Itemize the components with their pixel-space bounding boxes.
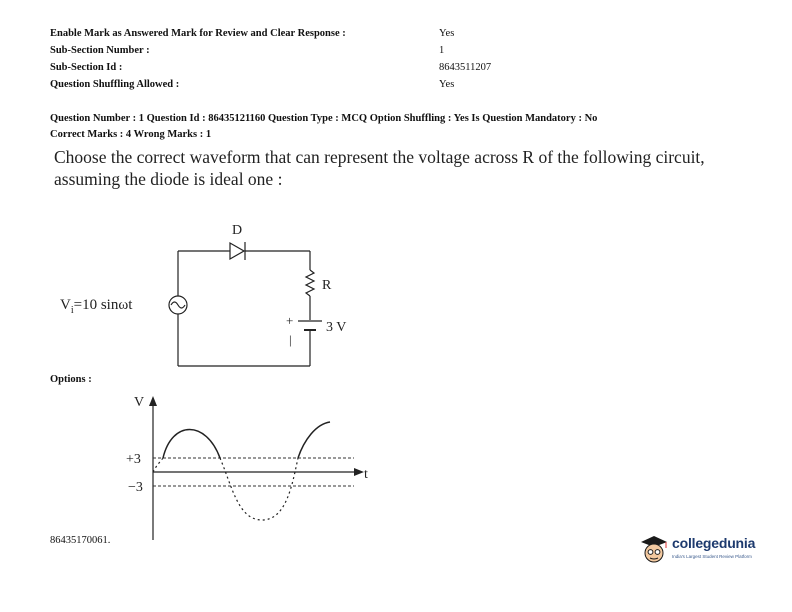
source-label: $V_i=10$ sinωt bbox=[60, 297, 133, 316]
waveform-solid-2 bbox=[298, 422, 330, 458]
tick-label-positive: +3 bbox=[126, 452, 141, 467]
question-text-line1: Choose the correct waveform that can represent the voltage across R of the following circuit, bbox=[54, 147, 705, 167]
meta-label-shuffling: Question Shuffling Allowed : bbox=[50, 79, 180, 90]
options-label: Options : bbox=[50, 374, 92, 385]
meta-label-subsection-number: Sub-Section Number : bbox=[50, 45, 150, 56]
brand-logo bbox=[638, 530, 768, 570]
brand-name: collegedunia bbox=[672, 535, 756, 551]
meta-value-shuffling: Yes bbox=[439, 79, 455, 90]
battery-minus-sign: | bbox=[289, 332, 292, 347]
battery-symbol bbox=[298, 321, 322, 330]
battery-label: 3 V bbox=[326, 320, 347, 335]
x-axis-label: t bbox=[364, 467, 368, 482]
diode-symbol bbox=[228, 242, 245, 260]
battery-plus-sign: + bbox=[286, 313, 294, 328]
question-header: Question Number : 1 Question Id : 86435121160 Question Type : MCQ Option Shuffling : Yes Is Question Mandatory : No bbox=[50, 113, 598, 124]
diode-label: D bbox=[232, 223, 243, 238]
resistor-label: R bbox=[322, 278, 332, 293]
question-text-line2: assuming the diode is ideal one : bbox=[54, 169, 283, 189]
option-id: 86435170061. bbox=[50, 535, 111, 546]
meta-label-subsection-id: Sub-Section Id : bbox=[50, 62, 123, 73]
graduate-mascot-icon bbox=[638, 533, 670, 565]
waveform-dotted bbox=[153, 458, 298, 520]
y-axis-label: V bbox=[134, 395, 145, 410]
resistor-symbol bbox=[306, 270, 314, 296]
meta-value-enable-mark: Yes bbox=[439, 28, 455, 39]
meta-value-subsection-number: 1 bbox=[439, 45, 445, 56]
brand-tagline: India's Largest Student Review Platform bbox=[672, 554, 752, 559]
circuit-diagram bbox=[169, 242, 322, 366]
waveform-solid-1 bbox=[163, 430, 220, 459]
question-marks: Correct Marks : 4 Wrong Marks : 1 bbox=[50, 129, 212, 140]
waveform-graph bbox=[126, 395, 368, 540]
tick-label-negative: −3 bbox=[128, 480, 143, 495]
meta-value-subsection-id: 8643511207 bbox=[439, 62, 492, 73]
meta-label-enable-mark: Enable Mark as Answered Mark for Review and Clear Response : bbox=[50, 28, 346, 39]
